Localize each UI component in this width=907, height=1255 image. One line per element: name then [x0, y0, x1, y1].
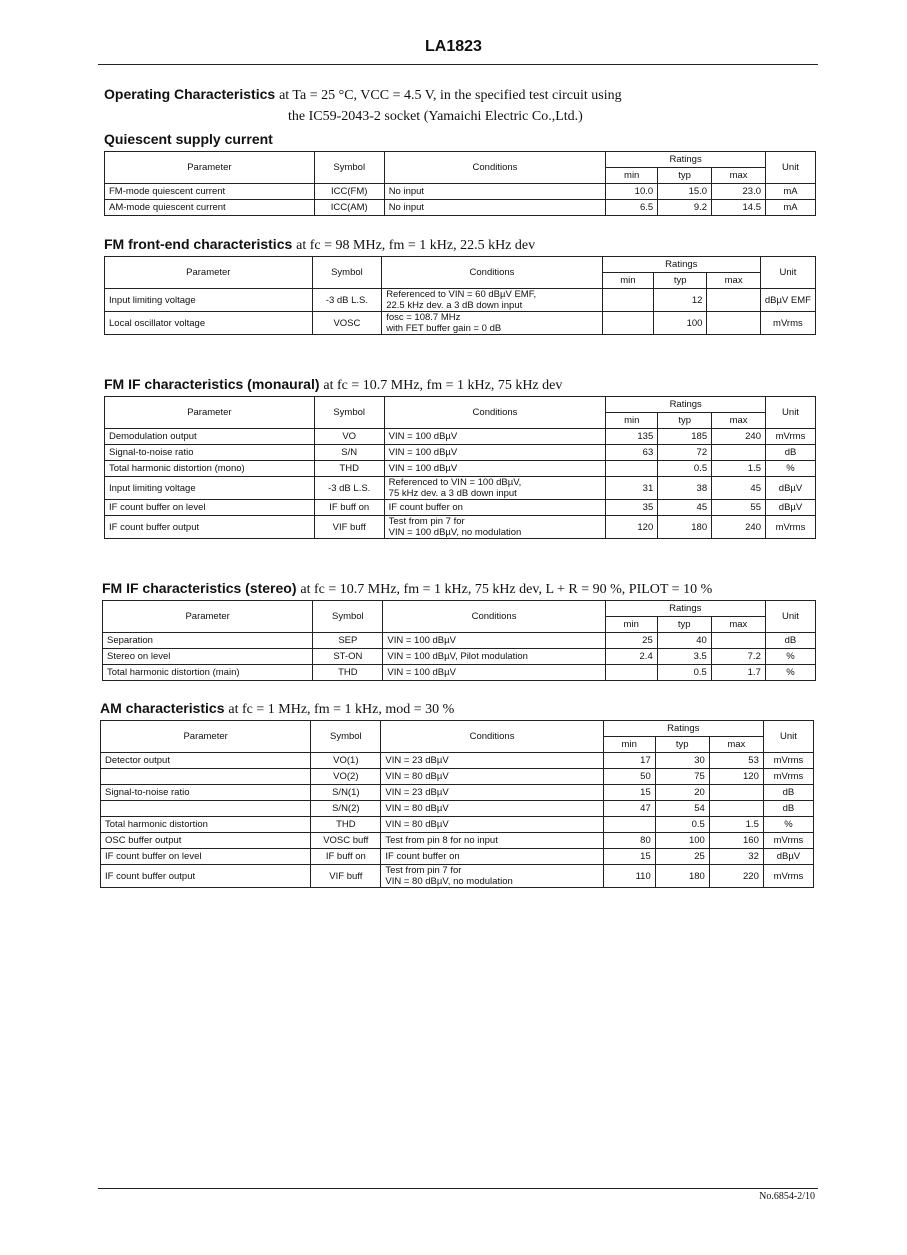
quiescent-table — [104, 151, 816, 216]
typ-cell: 75 — [655, 769, 709, 785]
fm-front-table — [104, 256, 816, 335]
table-row — [105, 289, 816, 312]
param-cell — [101, 769, 311, 785]
min-cell: 47 — [603, 801, 655, 817]
min-cell — [602, 312, 653, 335]
max-cell: 1.5 — [712, 461, 766, 477]
condition-line: 75 kHz dev. a 3 dB down input — [388, 488, 517, 499]
fm-if-stereo-title — [102, 580, 712, 598]
min-cell: 17 — [603, 753, 655, 769]
header-symbol: Symbol — [312, 257, 382, 289]
table-row — [101, 865, 814, 888]
typ-cell: 0.5 — [657, 665, 711, 681]
table-row — [105, 516, 816, 539]
condition-line: fosc = 108.7 MHz — [386, 312, 461, 323]
param-cell: Total harmonic distortion (mono) — [105, 461, 315, 477]
table-row — [101, 785, 814, 801]
max-cell: 53 — [709, 753, 763, 769]
conditions-cell — [382, 289, 603, 312]
condition-line: VIN = 100 dBµV — [388, 447, 458, 458]
param-cell: Local oscillator voltage — [105, 312, 313, 335]
param-cell: Input limiting voltage — [105, 477, 315, 500]
conditions-cell: VIN = 100 dBµV, Pilot modulation — [383, 649, 605, 665]
unit-cell: dB — [765, 633, 815, 649]
conditions-cell — [381, 801, 603, 817]
header-min: min — [605, 617, 657, 633]
symbol-cell: THD — [311, 817, 381, 833]
typ-cell: 12 — [654, 289, 707, 312]
table-row — [105, 429, 816, 445]
conditions-cell: No input — [384, 200, 606, 216]
page-title: LA1823 — [425, 38, 482, 55]
table-row — [101, 817, 814, 833]
symbol-cell: -3 dB L.S. — [312, 289, 382, 312]
condition-line: Test from pin 7 for — [388, 516, 465, 527]
max-cell: 120 — [709, 769, 763, 785]
symbol-cell: VOSC — [312, 312, 382, 335]
table-row — [103, 633, 816, 649]
header-symbol: Symbol — [311, 721, 381, 753]
condition-line: VIN = 80 dBµV, no modulation — [385, 876, 513, 887]
unit-cell: dBµV — [766, 500, 816, 516]
conditions-cell — [384, 461, 606, 477]
table-row — [101, 849, 814, 865]
conditions-cell: VIN = 100 dBµV — [383, 665, 605, 681]
symbol-cell: IF buff on — [311, 849, 381, 865]
param-cell: Detector output — [101, 753, 311, 769]
fm-if-mono-table — [104, 396, 816, 539]
typ-cell: 25 — [655, 849, 709, 865]
header-max: max — [712, 413, 766, 429]
header-max: max — [711, 617, 765, 633]
conditions-cell — [382, 312, 603, 335]
conditions-cell — [381, 817, 603, 833]
table-row — [101, 833, 814, 849]
conditions-cell — [381, 833, 603, 849]
footer-rule — [98, 1188, 818, 1189]
header-parameter: Parameter — [103, 601, 313, 633]
unit-cell: mVrms — [766, 516, 816, 539]
min-cell: 25 — [605, 633, 657, 649]
header-unit: Unit — [763, 721, 813, 753]
max-cell: 240 — [712, 516, 766, 539]
header-min: min — [603, 737, 655, 753]
condition-line: VIN = 80 dBµV — [385, 803, 449, 814]
min-cell: 35 — [606, 500, 658, 516]
unit-cell: dBµV — [766, 477, 816, 500]
symbol-cell: THD — [314, 461, 384, 477]
fm-front-heading: FM front-end characteristics — [104, 236, 293, 252]
unit-cell: dB — [766, 445, 816, 461]
header-unit: Unit — [766, 397, 816, 429]
table-row — [105, 445, 816, 461]
symbol-cell: ICC(FM) — [314, 184, 384, 200]
conditions-cell — [384, 445, 606, 461]
max-cell: 220 — [709, 865, 763, 888]
max-cell: 1.5 — [709, 817, 763, 833]
condition-line: 22.5 kHz dev. a 3 dB down input — [386, 300, 523, 311]
typ-cell: 20 — [655, 785, 709, 801]
am-heading: AM characteristics — [100, 700, 225, 716]
typ-cell: 15.0 — [658, 184, 712, 200]
unit-cell: mVrms — [760, 312, 815, 335]
header-min: min — [602, 273, 653, 289]
header-conditions: Conditions — [383, 601, 605, 633]
condition-line: VIN = 23 dBµV — [385, 755, 449, 766]
param-cell: FM-mode quiescent current — [105, 184, 315, 200]
max-cell: 45 — [712, 477, 766, 500]
typ-cell: 100 — [654, 312, 707, 335]
header-min: min — [606, 168, 658, 184]
fm-if-stereo-heading: FM IF characteristics (stereo) — [102, 580, 297, 596]
typ-cell: 0.5 — [658, 461, 712, 477]
unit-cell: dBµV — [763, 849, 813, 865]
condition-line: Test from pin 8 for no input — [385, 835, 498, 846]
symbol-cell: S/N — [314, 445, 384, 461]
conditions-cell — [381, 753, 603, 769]
typ-cell: 45 — [658, 500, 712, 516]
table-row — [101, 769, 814, 785]
symbol-cell: ST-ON — [313, 649, 383, 665]
header-typ: typ — [655, 737, 709, 753]
max-cell — [709, 801, 763, 817]
header-rule — [98, 64, 818, 65]
typ-cell: 3.5 — [657, 649, 711, 665]
min-cell: 15 — [603, 785, 655, 801]
symbol-cell: IF buff on — [314, 500, 384, 516]
header-max: max — [709, 737, 763, 753]
unit-cell: mVrms — [763, 769, 813, 785]
param-cell: Total harmonic distortion — [101, 817, 311, 833]
am-conditions: at fc = 1 MHz, fm = 1 kHz, mod = 30 % — [228, 702, 455, 717]
header-ratings: Ratings — [602, 257, 760, 273]
header-typ: typ — [657, 617, 711, 633]
am-title — [100, 700, 454, 718]
min-cell: 80 — [603, 833, 655, 849]
param-cell: Separation — [103, 633, 313, 649]
condition-line: Test from pin 7 for — [385, 865, 462, 876]
param-cell: Total harmonic distortion (main) — [103, 665, 313, 681]
unit-cell: % — [765, 649, 815, 665]
symbol-cell: -3 dB L.S. — [314, 477, 384, 500]
fm-if-mono-conditions: at fc = 10.7 MHz, fm = 1 kHz, 75 kHz dev — [323, 378, 563, 393]
unit-cell: mA — [766, 184, 816, 200]
table-row — [103, 665, 816, 681]
condition-line: Referenced to VIN = 60 dBµV EMF, — [386, 289, 537, 300]
param-cell: OSC buffer output — [101, 833, 311, 849]
symbol-cell: ICC(AM) — [314, 200, 384, 216]
condition-line: Referenced to VIN = 100 dBµV, — [388, 477, 522, 488]
typ-cell: 180 — [655, 865, 709, 888]
typ-cell: 185 — [658, 429, 712, 445]
param-cell: Signal-to-noise ratio — [101, 785, 311, 801]
max-cell: 23.0 — [712, 184, 766, 200]
min-cell: 63 — [606, 445, 658, 461]
am-table — [100, 720, 814, 888]
symbol-cell: S/N(2) — [311, 801, 381, 817]
min-cell: 50 — [603, 769, 655, 785]
symbol-cell: THD — [313, 665, 383, 681]
symbol-cell: S/N(1) — [311, 785, 381, 801]
min-cell: 15 — [603, 849, 655, 865]
unit-cell: mVrms — [763, 833, 813, 849]
table-row — [105, 312, 816, 335]
header-conditions: Conditions — [381, 721, 603, 753]
condition-line: VIN = 23 dBµV — [385, 787, 449, 798]
min-cell: 6.5 — [606, 200, 658, 216]
min-cell — [602, 289, 653, 312]
conditions-cell — [384, 429, 606, 445]
max-cell — [712, 445, 766, 461]
header-symbol: Symbol — [314, 397, 384, 429]
symbol-cell: VIF buff — [314, 516, 384, 539]
symbol-cell: VIF buff — [311, 865, 381, 888]
param-cell: IF count buffer output — [101, 865, 311, 888]
header-typ: typ — [658, 168, 712, 184]
header-unit: Unit — [765, 601, 815, 633]
header-parameter: Parameter — [105, 257, 313, 289]
max-cell — [707, 312, 760, 335]
header-symbol: Symbol — [314, 152, 384, 184]
unit-cell: % — [766, 461, 816, 477]
max-cell: 32 — [709, 849, 763, 865]
operating-title: Operating Characteristics — [104, 86, 276, 102]
min-cell: 10.0 — [606, 184, 658, 200]
operating-conditions: at Ta = 25 °C, VCC = 4.5 V, in the specified test circuit using — [279, 88, 622, 103]
max-cell — [707, 289, 760, 312]
header-parameter: Parameter — [105, 397, 315, 429]
table-row — [105, 184, 816, 200]
max-cell — [711, 633, 765, 649]
param-cell: AM-mode quiescent current — [105, 200, 315, 216]
header-ratings: Ratings — [606, 152, 766, 168]
header-conditions: Conditions — [384, 397, 606, 429]
header-ratings: Ratings — [603, 721, 763, 737]
conditions-cell — [381, 865, 603, 888]
typ-cell: 0.5 — [655, 817, 709, 833]
unit-cell: dB — [763, 785, 813, 801]
condition-line: VIN = 100 dBµV, no modulation — [388, 527, 522, 538]
fm-front-conditions: at fc = 98 MHz, fm = 1 kHz, 22.5 kHz dev — [296, 238, 536, 253]
min-cell: 120 — [606, 516, 658, 539]
typ-cell: 40 — [657, 633, 711, 649]
param-cell: IF count buffer on level — [101, 849, 311, 865]
param-cell — [101, 801, 311, 817]
table-row — [101, 801, 814, 817]
condition-line: with FET buffer gain = 0 dB — [386, 323, 502, 334]
min-cell: 2.4 — [605, 649, 657, 665]
conditions-cell — [384, 477, 606, 500]
fm-if-stereo-conditions: at fc = 10.7 MHz, fm = 1 kHz, 75 kHz dev, L + R = 90 %, PILOT = 10 % — [300, 582, 713, 597]
condition-line: VIN = 80 dBµV — [385, 771, 449, 782]
typ-cell: 100 — [655, 833, 709, 849]
symbol-cell: VOSC buff — [311, 833, 381, 849]
header-ratings: Ratings — [606, 397, 766, 413]
condition-line: VIN = 100 dBµV — [388, 463, 458, 474]
condition-line: IF count buffer on — [385, 851, 460, 862]
header-typ: typ — [658, 413, 712, 429]
page-number: No.6854-2/10 — [759, 1191, 815, 1202]
unit-cell: % — [765, 665, 815, 681]
max-cell: 14.5 — [712, 200, 766, 216]
conditions-cell: No input — [384, 184, 606, 200]
header-conditions: Conditions — [384, 152, 606, 184]
header-symbol: Symbol — [313, 601, 383, 633]
header-parameter: Parameter — [101, 721, 311, 753]
unit-cell: dB — [763, 801, 813, 817]
min-cell: 110 — [603, 865, 655, 888]
typ-cell: 38 — [658, 477, 712, 500]
min-cell — [606, 461, 658, 477]
unit-cell: % — [763, 817, 813, 833]
conditions-cell — [381, 769, 603, 785]
header-conditions: Conditions — [382, 257, 603, 289]
param-cell: IF count buffer output — [105, 516, 315, 539]
fm-front-title — [104, 236, 535, 254]
fm-if-stereo-table — [102, 600, 816, 681]
typ-cell: 180 — [658, 516, 712, 539]
typ-cell: 30 — [655, 753, 709, 769]
header-max: max — [707, 273, 760, 289]
param-cell: Input limiting voltage — [105, 289, 313, 312]
min-cell: 31 — [606, 477, 658, 500]
symbol-cell: SEP — [313, 633, 383, 649]
min-cell — [603, 817, 655, 833]
unit-cell: mVrms — [763, 865, 813, 888]
unit-cell: mA — [766, 200, 816, 216]
max-cell: 7.2 — [711, 649, 765, 665]
conditions-cell — [384, 500, 606, 516]
table-row — [103, 649, 816, 665]
table-row — [105, 477, 816, 500]
param-cell: Stereo on level — [103, 649, 313, 665]
param-cell: Signal-to-noise ratio — [105, 445, 315, 461]
operating-line-2: the IC59-2043-2 socket (Yamaichi Electric Co.,Ltd.) — [288, 109, 583, 124]
header-unit: Unit — [760, 257, 815, 289]
fm-if-mono-heading: FM IF characteristics (monaural) — [104, 376, 320, 392]
condition-line: VIN = 80 dBµV — [385, 819, 449, 830]
table-row — [105, 200, 816, 216]
unit-cell: mVrms — [763, 753, 813, 769]
header-min: min — [606, 413, 658, 429]
symbol-cell: VO — [314, 429, 384, 445]
max-cell: 55 — [712, 500, 766, 516]
fm-if-mono-title — [104, 376, 562, 394]
header-ratings: Ratings — [605, 601, 765, 617]
unit-cell: mVrms — [766, 429, 816, 445]
typ-cell: 72 — [658, 445, 712, 461]
conditions-cell — [381, 849, 603, 865]
max-cell: 1.7 — [711, 665, 765, 681]
condition-line: VIN = 100 dBµV — [388, 431, 458, 442]
quiescent-title: Quiescent supply current — [104, 131, 273, 147]
operating-line-1 — [104, 86, 622, 104]
header-max: max — [712, 168, 766, 184]
header-unit: Unit — [766, 152, 816, 184]
param-cell: Demodulation output — [105, 429, 315, 445]
symbol-cell: VO(2) — [311, 769, 381, 785]
conditions-cell — [381, 785, 603, 801]
symbol-cell: VO(1) — [311, 753, 381, 769]
param-cell: IF count buffer on level — [105, 500, 315, 516]
typ-cell: 54 — [655, 801, 709, 817]
max-cell: 240 — [712, 429, 766, 445]
table-row — [101, 753, 814, 769]
min-cell: 135 — [606, 429, 658, 445]
conditions-cell: VIN = 100 dBµV — [383, 633, 605, 649]
header-parameter: Parameter — [105, 152, 315, 184]
max-cell: 160 — [709, 833, 763, 849]
table-row — [105, 461, 816, 477]
table-row — [105, 500, 816, 516]
max-cell — [709, 785, 763, 801]
unit-cell: dBµV EMF — [760, 289, 815, 312]
conditions-cell — [384, 516, 606, 539]
min-cell — [605, 665, 657, 681]
header-typ: typ — [654, 273, 707, 289]
typ-cell: 9.2 — [658, 200, 712, 216]
condition-line: IF count buffer on — [388, 502, 463, 513]
